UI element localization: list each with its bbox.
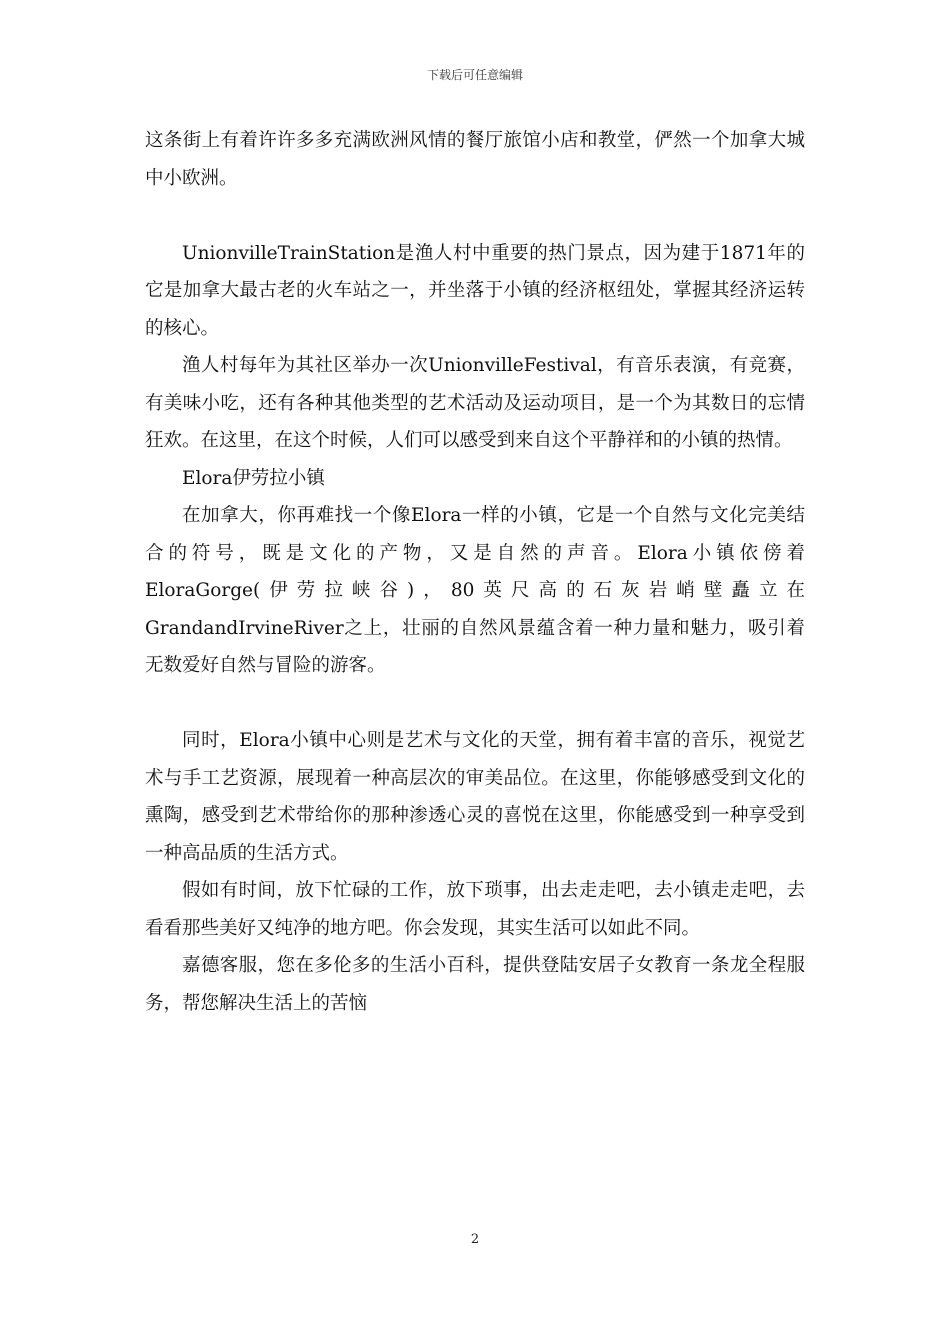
page-header: 下载后可任意编辑 — [426, 68, 523, 82]
paragraph-4: 在加拿大，你再难找一个像Elora一样的小镇，它是一个自然与文化完美结合的符号，既是文化的产物，又是自然的声音。Elora小镇依傍着EloraGorge(伊劳拉峡谷)，80英尺高的石灰岩峭壁矗立在GrandandIrvineRiver之上，壮丽的自然风景蕴含着一种力量和魅力，吸引着无数爱好自然与冒险的游客。 — [145, 505, 805, 676]
paragraph-7: 嘉德客服，您在多伦多的生活小百科，提供登陆安居子女教育一条龙全程服务，帮您解决生活上的苦恼 — [145, 955, 805, 1014]
paragraph-6: 假如有时间，放下忙碌的工作，放下琐事，出去走走吧，去小镇走走吧，去看看那些美好又纯净的地方吧。你会发现，其实生活可以如此不同。 — [145, 880, 805, 939]
blank-line — [145, 685, 805, 723]
paragraph-1: 这条街上有着许许多多充满欧洲风情的餐厅旅馆小店和教堂，俨然一个加拿大城中小欧洲。 — [145, 130, 805, 189]
document-body — [145, 122, 805, 1022]
paragraph-3: 渔人村每年为其社区举办一次UnionvilleFestival，有音乐表演，有竞赛，有美味小吃，还有各种其他类型的艺术活动及运动项目，是一个为其数日的忘情狂欢。在这里，在这个时候，人们可以感受到来自这个平静祥和的小镇的热情。 — [145, 355, 805, 451]
paragraph-5: 同时，Elora小镇中心则是艺术与文化的天堂，拥有着丰富的音乐，视觉艺术与手工艺资源，展现着一种高层次的审美品位。在这里，你能够感受到文化的熏陶，感受到艺术带给你的那种渗透心灵的喜悦在这里，你能感受到一种享受到一种高品质的生活方式。 — [145, 730, 805, 864]
blank-line — [145, 197, 805, 235]
page-number: 2 — [470, 1232, 480, 1247]
section-heading-elora: Elora伊劳拉小镇 — [182, 467, 325, 489]
paragraph-2: UnionvilleTrainStation是渔人村中重要的热门景点，因为建于1871年的它是加拿大最古老的火车站之一，并坐落于小镇的经济枢纽处，掌握其经济运转的核心。 — [145, 242, 805, 339]
